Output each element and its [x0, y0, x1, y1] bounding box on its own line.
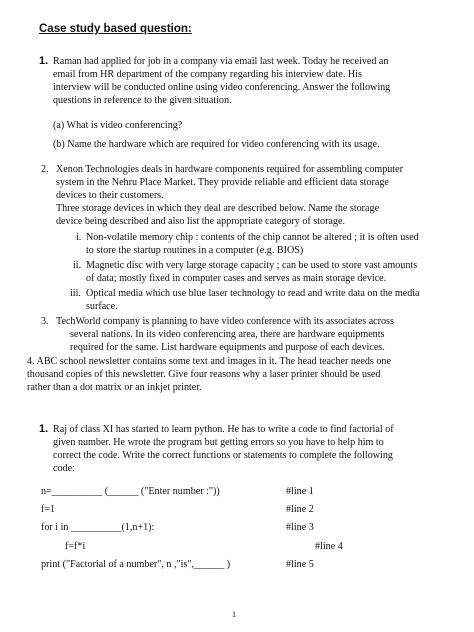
q4-line: 4. ABC school newsletter contains some text and images in it. The head teacher needs one [27, 356, 391, 367]
page-number: 1 [232, 610, 236, 619]
q2-line: Xenon Technologies deals in hardware components required for assembling computer [56, 164, 403, 175]
q2-line: Three storage devices in which they deal are described below. Name the storage [56, 203, 380, 214]
q1-sub-b: (b) Name the hardware which are required for video conferencing with its usage. [53, 139, 380, 150]
q4-line: thousand copies of this newsletter. Give four reasons why a laser printer should be used [27, 369, 381, 380]
q2-item-line: of data; mostly fixed in computer cases and serves as main storage device. [86, 273, 387, 284]
q2-item-number: i. [76, 232, 82, 243]
q1-line: questions in reference to the given situation. [53, 95, 232, 106]
q2-item-number: iii. [70, 288, 81, 299]
py-number: 1. [39, 423, 49, 435]
section-heading: Case study based question: [39, 23, 192, 35]
q3-line: several nations. In its video conferencing area, there are hardware equipments [70, 329, 385, 340]
code-line-label: #line 5 [286, 559, 314, 570]
q1-line: email from HR department of the company regarding his interview date. His [53, 69, 362, 80]
code-line-label: #line 1 [286, 486, 314, 497]
q2-item-line: surface. [86, 301, 118, 312]
py-line: Raj of class XI has started to learn python. He has to write a code to find factorial of [53, 424, 394, 435]
q2-number: 2. [41, 164, 49, 175]
code-line: n=__________ (______ ("Enter number :")) [41, 486, 220, 497]
q1-line: interview will be conducted online using video conferencing. Answer the following [53, 82, 391, 93]
q1-number: 1. [39, 55, 49, 67]
code-line: for i in __________(1,n+1): [41, 522, 155, 533]
code-line-label: #line 2 [286, 504, 314, 515]
q4-line: rather than a dot matrix or an inkjet printer. [27, 382, 202, 393]
code-line: print ("Factorial of a number", n ,"is",______ ) [41, 559, 231, 570]
q1-sub-a: (a) What is video conferencing? [53, 120, 183, 131]
code-line-label: #line 3 [286, 522, 314, 533]
q2-item-line: Optical media which use blue laser technology to read and write data on the media [86, 288, 420, 299]
q2-line: system in the Nehru Place Market. They provide reliable and efficient data storage [56, 177, 389, 188]
q3-line: TechWorld company is planning to have video conference with its associates across [56, 316, 394, 327]
code-line: f=1 [41, 504, 56, 515]
q2-item-number: ii. [73, 260, 82, 271]
q3-number: 3. [41, 316, 49, 327]
py-line: correct the code. Write the correct functions or statements to complete the following [53, 450, 393, 461]
q2-item-line: to store the startup routines in a computer (e.g. BIOS) [86, 245, 304, 256]
q3-line: required for the same. List hardware equipments and purpose of each devices. [70, 342, 385, 353]
q2-item-line: Magnetic disc with very large storage capacity ; can be used to store vast amounts [86, 260, 418, 271]
py-line: given number. He wrote the program but getting errors so you have to help him to [53, 437, 384, 448]
q1-line: Raman had applied for job in a company via email last week. Today he received an [53, 56, 389, 67]
code-line: f=f*i [65, 541, 86, 552]
q2-line: devices to their customers. [56, 190, 164, 201]
py-line: code: [53, 463, 75, 474]
q2-line: device being described and also list the appropriate category of storage. [56, 216, 345, 227]
q2-item-line: Non-volatile memory chip : contents of the chip cannot be altered ; it is often used [86, 232, 419, 243]
code-line-label: #line 4 [315, 541, 343, 552]
